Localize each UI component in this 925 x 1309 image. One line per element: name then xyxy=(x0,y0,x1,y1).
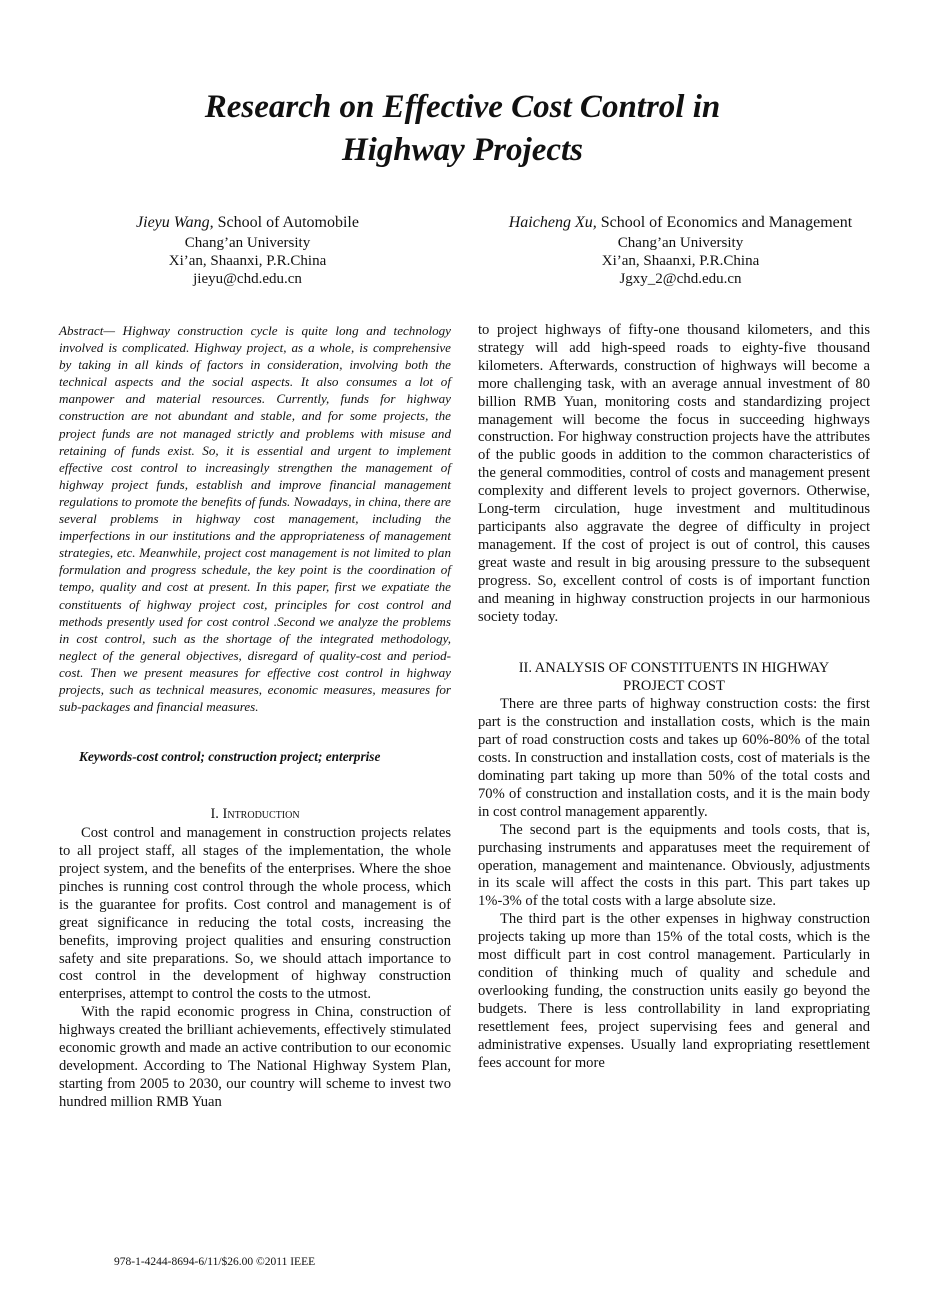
section-heading-analysis xyxy=(478,659,870,695)
author-affiliation: School of Economics and Management xyxy=(600,214,853,231)
author-affiliation: School of Automobile xyxy=(217,214,359,231)
author-block-2 xyxy=(478,212,883,288)
section-heading-line-1: II. ANALYSIS OF CONSTITUENTS IN HIGHWAY xyxy=(518,660,830,677)
author-location: Xi’an, Shaanxi, P.R.China xyxy=(601,253,760,269)
abstract: Abstract— Highway construction cycle is quite long and technology involved is complicated. Highway project, as a whole, is comprehensive by taking in all kinds of factors in consideration, involving both the technical aspects and the social aspects. It also consumes a lot of manpower and material resources. Currently, funds for highway construction are not abundant and stable, and for some projects, the project funds are not managed strictly and problems with misuse and retaining of funds exist. So, it is essential and urgent to implement effective cost control to increasingly strengthen the management of highway project funds, establish and improve financial management regulations to promote the benefits of funds. Nowadays, in china, there are several problems in highway cost management, including the imperfections in our institutions and the appropriateness of management strategies, etc. Meanwhile, project cost management is not limited to plan formulation and progress schedule, the key point is the coordination of tempo, quality and cost at present. In this paper, first we expatiate the constituents of highway project cost, principles for cost control and methods presently used for cost control .Second we analyze the problems in cost control, such as the shortage of the integrated methodology, neglect of the general objectives, disregard of quality-cost and period-cost. Then we present measures for effective cost control in highway projects, such as technical measures, economic measures, measures for sub-packages and financial measures. xyxy=(59,323,451,715)
author-name: Jieyu Wang, xyxy=(136,214,214,231)
intro-paragraph: Cost control and management in construction projects relates to all project staff, all stages of the implementation, the whole project system, and the benefits of the enterprises. Where the shoe pinches is running cost control through the whole process, which is the guarantee for profits. Cost control and management is of great significance in reducing the total costs, increasing the benefits, improving project qualities and ensuring construction safety and site preparations. So, we should attach importance to cost control in the development of highway construction enterprises, attempt to control the costs to the utmost. xyxy=(59,825,451,1003)
author-location: Xi’an, Shaanxi, P.R.China xyxy=(168,253,327,269)
right-column xyxy=(478,322,870,1072)
author-email: Jgxy_2@chd.edu.cn xyxy=(619,271,742,287)
paper-title xyxy=(100,86,825,172)
intro-paragraph: With the rapid economic progress in China, construction of highways created the brilliant achievements, effectively stimulated economic growth and made an active contribution to our economic development. According to The National Highway System Plan, starting from 2005 to 2030, our country will scheme to invest two hundred million RMB Yuan xyxy=(59,1004,451,1110)
left-column xyxy=(59,322,451,1112)
analysis-paragraph: The third part is the other expenses in highway construction projects taking up more than 15% of the total costs, which is the most difficult part in cost control management. Particularly in condition of thinking much of quality and schedule and overlooking funding, the construction units easily go beyond the budgets. There is less controllability in land expropriating resettlement fees, project supervising fees and general and administrative expenses. Usually land expropriating resettlement fees account for more xyxy=(478,911,870,1071)
section-heading-line-2: PROJECT COST xyxy=(623,678,725,695)
author-name-line xyxy=(90,212,405,234)
author-name: Haicheng Xu, xyxy=(508,214,597,231)
title-line-1: Research on Effective Cost Control in xyxy=(204,89,721,125)
keywords: Keywords-cost control; construction project; enterprise xyxy=(79,749,381,765)
author-institution: Chang’an University xyxy=(184,235,311,251)
analysis-paragraph: The second part is the equipments and tools costs, that is, purchasing instruments and apparatuses meet the requirement of operation, management and maintenance. Obviously, adjustments in its scale will affect the costs in this part. This part takes up 1%-3% of the total costs with a large absolute size. xyxy=(478,821,870,910)
title-line-2: Highway Projects xyxy=(341,132,584,168)
author-name-line xyxy=(478,212,883,234)
author-block-1 xyxy=(90,212,405,288)
analysis-paragraph: There are three parts of highway construction costs: the first part is the construction and installation costs, which is the main part of road construction costs and takes up 60%-80% of the total costs. In construction and installation costs, cost of materials is the dominating part taking up more than 50% of the total costs and 70% of construction and installation costs, and it is the main body in cost control management apparently. xyxy=(478,696,870,820)
copyright-footer: 978-1-4244-8694-6/11/$26.00 ©2011 IEEE xyxy=(114,1256,316,1268)
author-institution: Chang’an University xyxy=(617,235,744,251)
author-email: jieyu@chd.edu.cn xyxy=(193,271,302,287)
intro-continuation-paragraph: to project highways of fifty-one thousand kilometers, and this strategy will add high-speed roads to eighty-five thousand kilometers. Afterwards, construction of highways will become a more challenging task, with an average annual investment of 80 billion RMB Yuan, monitoring costs and standardizing project management will become the focus in succeeding highways construction. For highway construction projects have the attributes of the public goods in addition to the common characteristics of the general commodities, control of costs and management present complexity and different levels to project governors. Otherwise, Long-term circulation, huge investment and multitudinous participants also aggravate the degree of difficulty in project management. If the cost of project is out of control, this causes great waste and result in big arousing pressure to the subsequent progress. So, excellent control of costs is of important function and meaning in highway construction projects in our harmonious society today. xyxy=(478,322,870,625)
section-heading-introduction: I. Introduction xyxy=(210,806,300,823)
